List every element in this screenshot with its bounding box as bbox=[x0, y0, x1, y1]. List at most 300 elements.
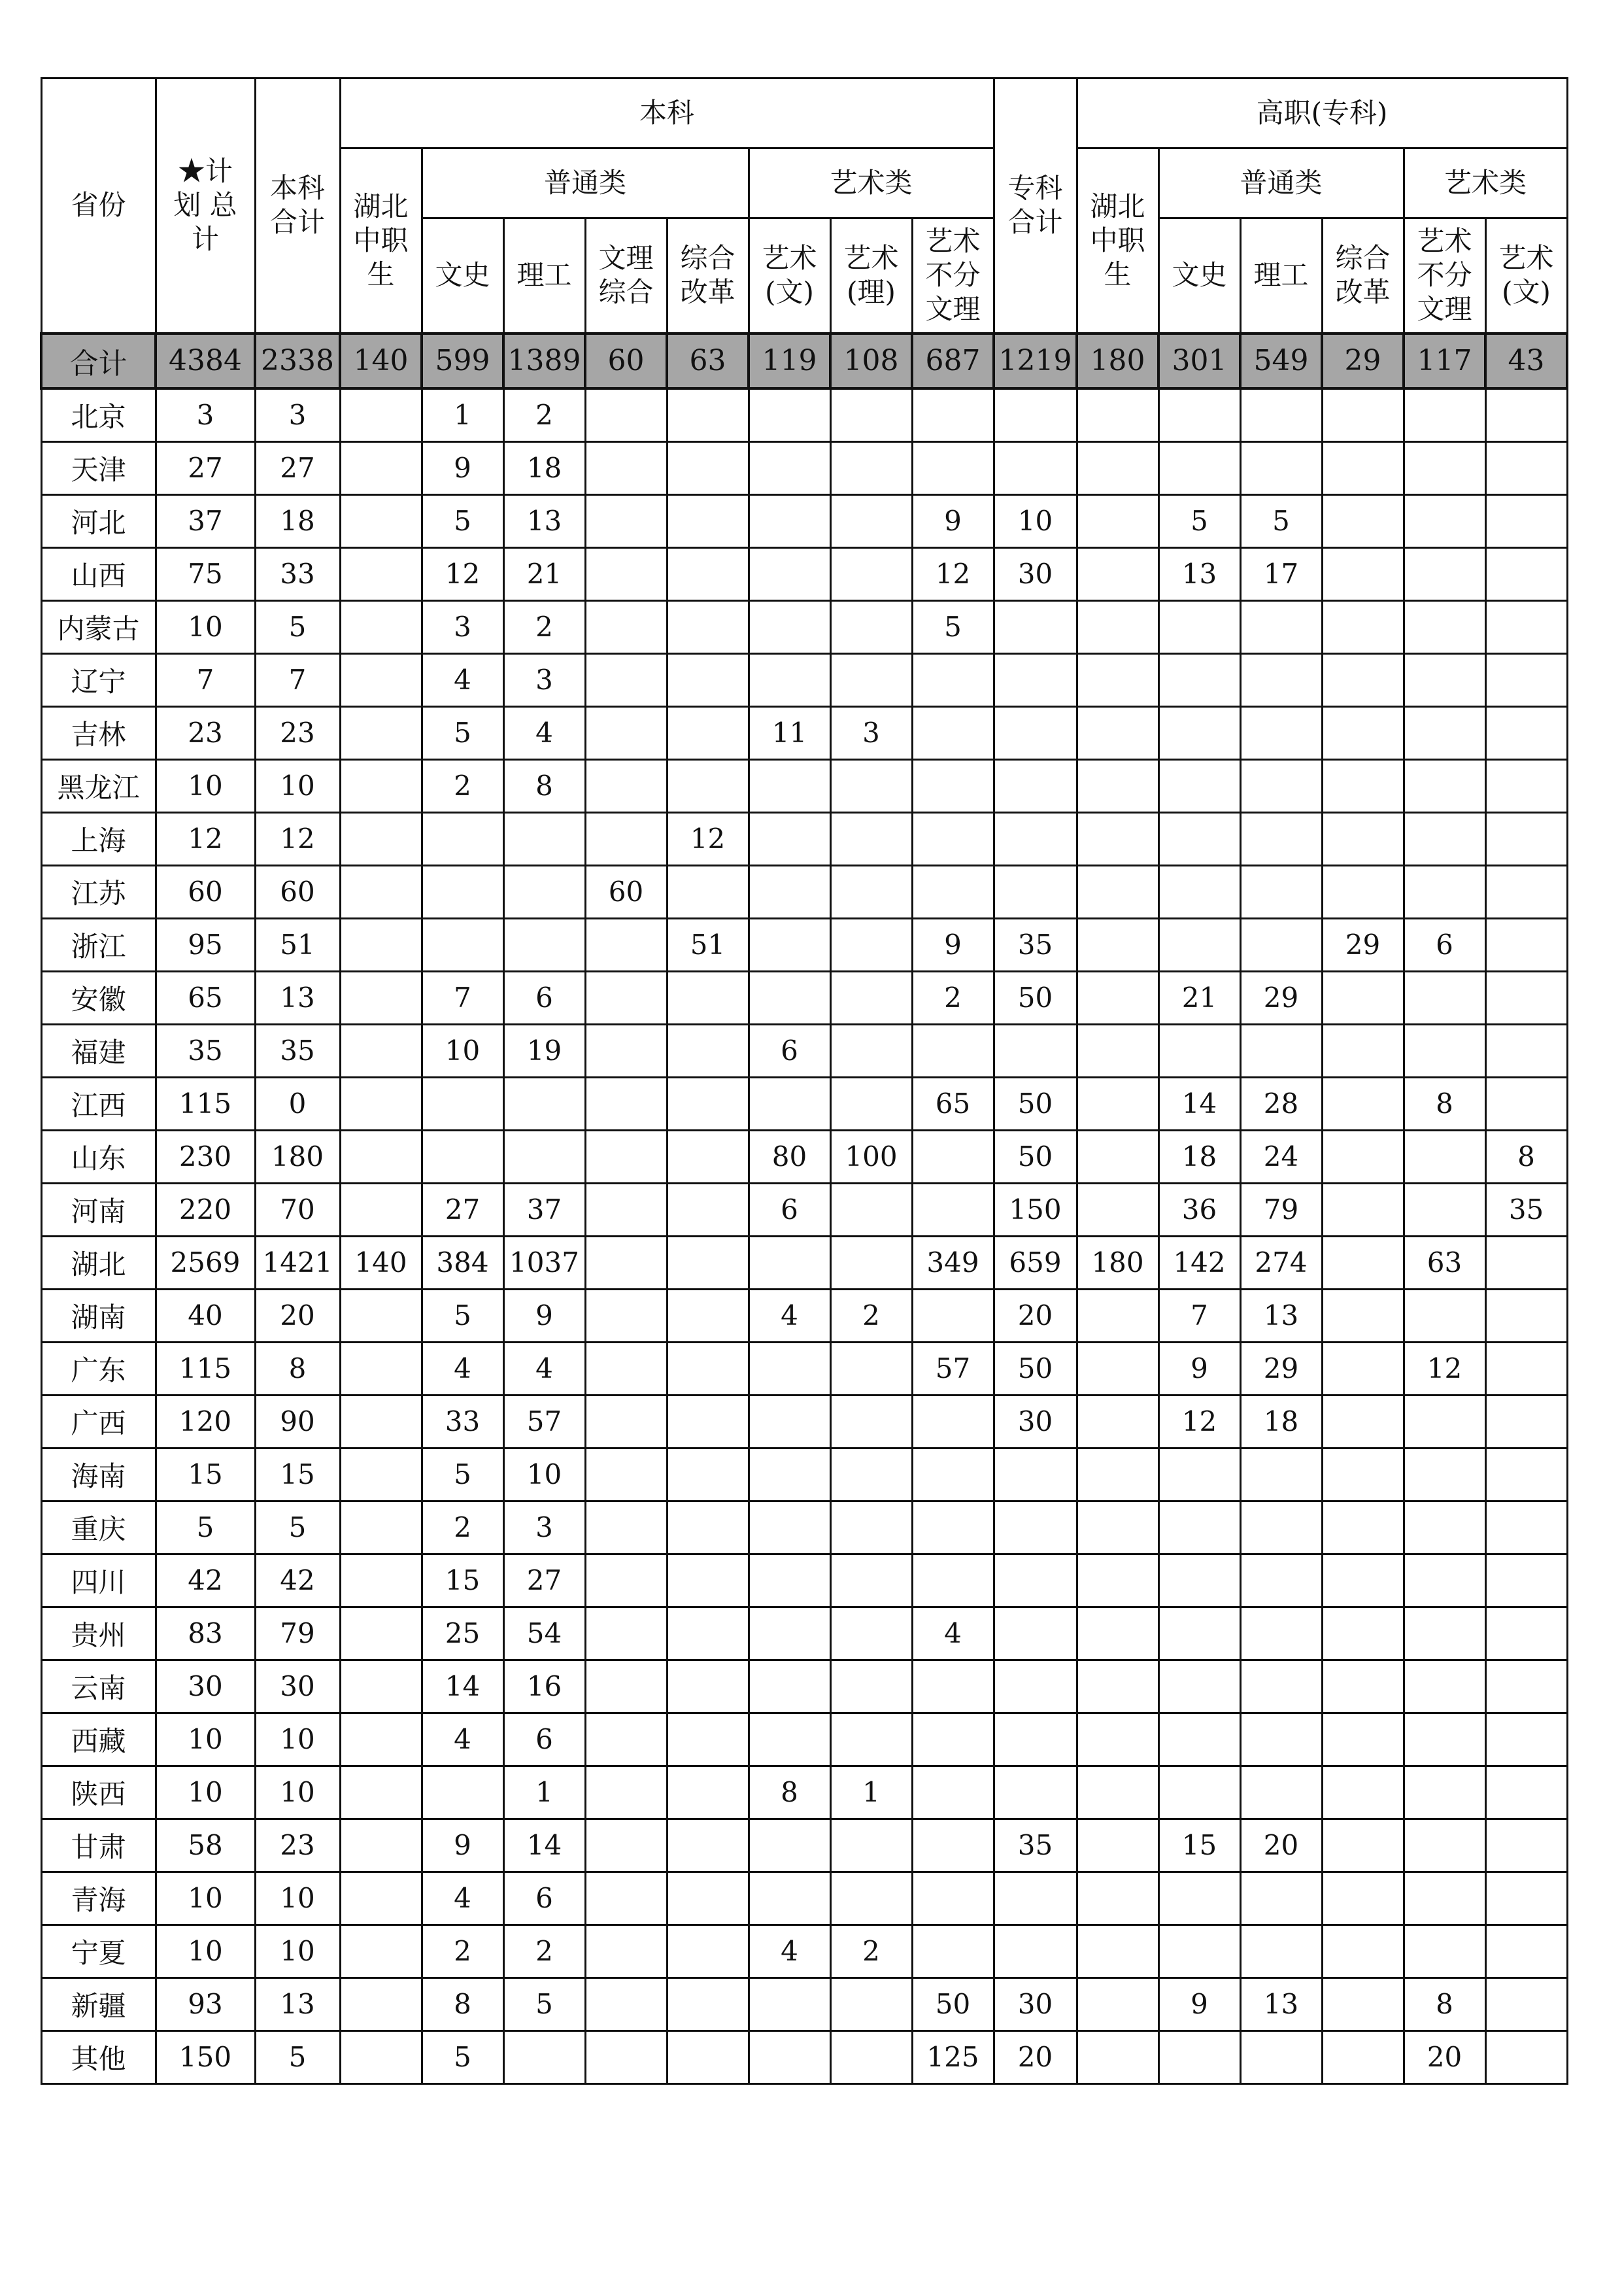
value-cell bbox=[1322, 1289, 1404, 1342]
value-cell bbox=[1404, 1130, 1485, 1183]
value-cell bbox=[1322, 441, 1404, 494]
value-cell bbox=[749, 1713, 830, 1766]
header-ug-art-wen: 艺术 (文) bbox=[749, 218, 830, 334]
value-cell bbox=[749, 918, 830, 971]
value-cell: 10 bbox=[255, 1713, 340, 1766]
value-cell bbox=[340, 1077, 422, 1130]
value-cell bbox=[1158, 388, 1240, 442]
value-cell bbox=[1077, 1289, 1158, 1342]
value-cell bbox=[1077, 1448, 1158, 1501]
value-cell bbox=[1322, 1554, 1404, 1607]
value-cell bbox=[994, 1925, 1077, 1978]
value-cell bbox=[830, 1183, 912, 1236]
value-cell: 2 bbox=[830, 1289, 912, 1342]
value-cell: 13 bbox=[503, 494, 585, 547]
value-cell bbox=[1240, 1448, 1322, 1501]
province-cell: 江苏 bbox=[41, 865, 156, 918]
header-vocational-total: 专科 合计 bbox=[994, 78, 1077, 334]
value-cell: 4 bbox=[503, 1342, 585, 1395]
header-ug-ligong: 理工 bbox=[503, 218, 585, 334]
table-row bbox=[41, 2030, 1567, 2083]
value-cell bbox=[749, 759, 830, 812]
value-cell bbox=[667, 1554, 749, 1607]
value-cell bbox=[994, 1607, 1077, 1660]
value-cell bbox=[1077, 865, 1158, 918]
value-cell: 5 bbox=[422, 1448, 503, 1501]
value-cell bbox=[1404, 1660, 1485, 1713]
value-cell: 9 bbox=[912, 918, 994, 971]
value-cell: 6 bbox=[503, 1872, 585, 1925]
total-cell: 43 bbox=[1485, 334, 1567, 388]
value-cell bbox=[1077, 1978, 1158, 2030]
value-cell bbox=[585, 1024, 667, 1077]
value-cell: 42 bbox=[255, 1554, 340, 1607]
value-cell bbox=[667, 1819, 749, 1872]
value-cell bbox=[1404, 1713, 1485, 1766]
value-cell: 30 bbox=[994, 1395, 1077, 1448]
value-cell bbox=[1077, 441, 1158, 494]
value-cell bbox=[994, 653, 1077, 706]
value-cell bbox=[340, 865, 422, 918]
value-cell bbox=[1485, 1713, 1567, 1766]
total-cell: 1389 bbox=[503, 334, 585, 388]
value-cell: 12 bbox=[1158, 1395, 1240, 1448]
value-cell: 1 bbox=[830, 1766, 912, 1819]
value-cell bbox=[667, 1501, 749, 1554]
value-cell bbox=[422, 865, 503, 918]
value-cell: 80 bbox=[749, 1130, 830, 1183]
value-cell: 8 bbox=[503, 759, 585, 812]
value-cell bbox=[1158, 865, 1240, 918]
value-cell bbox=[340, 1872, 422, 1925]
header-ug-general: 普通类 bbox=[422, 148, 749, 218]
value-cell bbox=[912, 1766, 994, 1819]
value-cell bbox=[1077, 600, 1158, 653]
enrollment-plan-sheet bbox=[40, 77, 1568, 2085]
value-cell: 659 bbox=[994, 1236, 1077, 1289]
value-cell: 37 bbox=[156, 494, 255, 547]
header-voc-hubei: 湖北 中职 生 bbox=[1077, 148, 1158, 334]
table-row bbox=[41, 1236, 1567, 1289]
value-cell: 3 bbox=[503, 1501, 585, 1554]
value-cell: 30 bbox=[255, 1660, 340, 1713]
value-cell bbox=[830, 1819, 912, 1872]
value-cell: 16 bbox=[503, 1660, 585, 1713]
value-cell bbox=[1158, 918, 1240, 971]
value-cell: 220 bbox=[156, 1183, 255, 1236]
value-cell bbox=[585, 1183, 667, 1236]
value-cell bbox=[1485, 1289, 1567, 1342]
value-cell bbox=[585, 441, 667, 494]
header-ug-art-all: 艺术 不分 文理 bbox=[912, 218, 994, 334]
value-cell: 10 bbox=[255, 1925, 340, 1978]
value-cell: 120 bbox=[156, 1395, 255, 1448]
value-cell bbox=[585, 706, 667, 759]
value-cell bbox=[585, 1130, 667, 1183]
value-cell: 35 bbox=[255, 1024, 340, 1077]
value-cell: 3 bbox=[422, 600, 503, 653]
value-cell bbox=[749, 547, 830, 600]
value-cell bbox=[1322, 547, 1404, 600]
value-cell bbox=[1158, 1872, 1240, 1925]
value-cell bbox=[585, 1236, 667, 1289]
value-cell: 4 bbox=[422, 1342, 503, 1395]
value-cell bbox=[749, 1448, 830, 1501]
value-cell bbox=[1404, 1395, 1485, 1448]
value-cell bbox=[1404, 1289, 1485, 1342]
value-cell bbox=[1404, 1448, 1485, 1501]
value-cell bbox=[994, 1501, 1077, 1554]
value-cell bbox=[1240, 388, 1322, 442]
table-row bbox=[41, 1554, 1567, 1607]
value-cell bbox=[749, 1554, 830, 1607]
value-cell bbox=[1322, 1925, 1404, 1978]
value-cell bbox=[585, 1289, 667, 1342]
value-cell bbox=[1485, 2030, 1567, 2083]
value-cell bbox=[1322, 1713, 1404, 1766]
header-vocational: 高职(专科) bbox=[1077, 78, 1567, 148]
value-cell: 10 bbox=[255, 1872, 340, 1925]
value-cell bbox=[585, 1342, 667, 1395]
value-cell bbox=[1077, 1872, 1158, 1925]
value-cell bbox=[1485, 865, 1567, 918]
value-cell bbox=[830, 812, 912, 865]
header-voc-art-all: 艺术 不分 文理 bbox=[1404, 218, 1485, 334]
value-cell bbox=[830, 1024, 912, 1077]
value-cell: 83 bbox=[156, 1607, 255, 1660]
value-cell bbox=[1404, 653, 1485, 706]
value-cell bbox=[1240, 812, 1322, 865]
table-row bbox=[41, 1819, 1567, 1872]
value-cell bbox=[340, 971, 422, 1024]
total-cell: 549 bbox=[1240, 334, 1322, 388]
value-cell bbox=[749, 1342, 830, 1395]
value-cell bbox=[1240, 706, 1322, 759]
value-cell bbox=[585, 600, 667, 653]
value-cell bbox=[1404, 494, 1485, 547]
value-cell bbox=[1240, 1660, 1322, 1713]
value-cell bbox=[340, 1660, 422, 1713]
value-cell bbox=[1322, 1183, 1404, 1236]
province-cell: 广东 bbox=[41, 1342, 156, 1395]
value-cell bbox=[667, 441, 749, 494]
value-cell bbox=[830, 1978, 912, 2030]
value-cell: 2 bbox=[503, 1925, 585, 1978]
total-cell: 119 bbox=[749, 334, 830, 388]
value-cell: 30 bbox=[994, 547, 1077, 600]
value-cell bbox=[1322, 388, 1404, 442]
value-cell bbox=[830, 1395, 912, 1448]
value-cell bbox=[830, 1236, 912, 1289]
value-cell: 2 bbox=[422, 1925, 503, 1978]
value-cell bbox=[994, 1766, 1077, 1819]
value-cell: 230 bbox=[156, 1130, 255, 1183]
header-voc-art-wen: 艺术 (文) bbox=[1485, 218, 1567, 334]
value-cell bbox=[667, 1077, 749, 1130]
province-cell: 广西 bbox=[41, 1395, 156, 1448]
value-cell bbox=[1158, 1713, 1240, 1766]
value-cell: 58 bbox=[156, 1819, 255, 1872]
province-cell: 黑龙江 bbox=[41, 759, 156, 812]
value-cell bbox=[1077, 388, 1158, 442]
header-ug-hubei: 湖北 中职 生 bbox=[340, 148, 422, 334]
value-cell bbox=[422, 918, 503, 971]
province-cell: 安徽 bbox=[41, 971, 156, 1024]
value-cell: 35 bbox=[1485, 1183, 1567, 1236]
value-cell: 4 bbox=[749, 1925, 830, 1978]
value-cell bbox=[1158, 441, 1240, 494]
value-cell bbox=[667, 1713, 749, 1766]
value-cell: 12 bbox=[912, 547, 994, 600]
value-cell bbox=[340, 1289, 422, 1342]
value-cell: 65 bbox=[156, 971, 255, 1024]
value-cell bbox=[1077, 1077, 1158, 1130]
value-cell bbox=[1485, 1766, 1567, 1819]
total-cell: 4384 bbox=[156, 334, 255, 388]
value-cell: 8 bbox=[255, 1342, 340, 1395]
value-cell bbox=[749, 1872, 830, 1925]
value-cell bbox=[1240, 759, 1322, 812]
value-cell: 2569 bbox=[156, 1236, 255, 1289]
value-cell bbox=[1077, 1660, 1158, 1713]
value-cell bbox=[585, 1077, 667, 1130]
value-cell bbox=[340, 441, 422, 494]
value-cell bbox=[1485, 1607, 1567, 1660]
value-cell bbox=[340, 1925, 422, 1978]
value-cell: 5 bbox=[255, 600, 340, 653]
value-cell bbox=[1485, 759, 1567, 812]
value-cell bbox=[1240, 1713, 1322, 1766]
value-cell: 50 bbox=[994, 1342, 1077, 1395]
value-cell bbox=[1404, 706, 1485, 759]
value-cell: 21 bbox=[503, 547, 585, 600]
value-cell bbox=[1485, 971, 1567, 1024]
value-cell bbox=[1240, 1766, 1322, 1819]
value-cell: 2 bbox=[422, 759, 503, 812]
value-cell: 23 bbox=[156, 706, 255, 759]
value-cell bbox=[667, 1872, 749, 1925]
value-cell: 50 bbox=[994, 1130, 1077, 1183]
value-cell: 5 bbox=[503, 1978, 585, 2030]
value-cell bbox=[1322, 1872, 1404, 1925]
value-cell bbox=[340, 759, 422, 812]
value-cell: 23 bbox=[255, 706, 340, 759]
value-cell bbox=[912, 441, 994, 494]
value-cell bbox=[503, 1130, 585, 1183]
value-cell bbox=[912, 1872, 994, 1925]
value-cell bbox=[749, 2030, 830, 2083]
value-cell: 150 bbox=[994, 1183, 1077, 1236]
value-cell bbox=[1158, 706, 1240, 759]
value-cell bbox=[1077, 1819, 1158, 1872]
table-row bbox=[41, 1289, 1567, 1342]
total-cell: 108 bbox=[830, 334, 912, 388]
value-cell: 6 bbox=[1404, 918, 1485, 971]
value-cell bbox=[1240, 600, 1322, 653]
value-cell: 12 bbox=[1404, 1342, 1485, 1395]
value-cell bbox=[1322, 2030, 1404, 2083]
value-cell bbox=[830, 2030, 912, 2083]
value-cell bbox=[340, 1501, 422, 1554]
value-cell bbox=[1322, 494, 1404, 547]
value-cell: 10 bbox=[156, 600, 255, 653]
value-cell bbox=[1322, 865, 1404, 918]
value-cell bbox=[1404, 1925, 1485, 1978]
value-cell bbox=[1404, 1819, 1485, 1872]
value-cell bbox=[1485, 1819, 1567, 1872]
value-cell: 20 bbox=[994, 1289, 1077, 1342]
value-cell: 14 bbox=[1158, 1077, 1240, 1130]
value-cell: 27 bbox=[255, 441, 340, 494]
province-cell: 甘肃 bbox=[41, 1819, 156, 1872]
province-cell: 北京 bbox=[41, 388, 156, 442]
province-cell: 西藏 bbox=[41, 1713, 156, 1766]
value-cell: 13 bbox=[1158, 547, 1240, 600]
value-cell bbox=[912, 1501, 994, 1554]
value-cell: 9 bbox=[422, 441, 503, 494]
value-cell bbox=[667, 547, 749, 600]
value-cell: 28 bbox=[1240, 1077, 1322, 1130]
value-cell: 30 bbox=[156, 1660, 255, 1713]
value-cell: 27 bbox=[503, 1554, 585, 1607]
value-cell bbox=[1404, 1872, 1485, 1925]
value-cell: 5 bbox=[422, 2030, 503, 2083]
value-cell: 75 bbox=[156, 547, 255, 600]
value-cell: 23 bbox=[255, 1819, 340, 1872]
value-cell bbox=[830, 1713, 912, 1766]
value-cell bbox=[585, 1395, 667, 1448]
value-cell: 37 bbox=[503, 1183, 585, 1236]
value-cell bbox=[1485, 918, 1567, 971]
table-row bbox=[41, 1660, 1567, 1713]
value-cell bbox=[749, 1236, 830, 1289]
value-cell bbox=[585, 1554, 667, 1607]
header-voc-reform: 综合 改革 bbox=[1322, 218, 1404, 334]
value-cell bbox=[1485, 1395, 1567, 1448]
table-row bbox=[41, 1978, 1567, 2030]
value-cell bbox=[749, 1978, 830, 2030]
value-cell bbox=[749, 600, 830, 653]
value-cell bbox=[340, 1130, 422, 1183]
value-cell bbox=[1158, 812, 1240, 865]
value-cell bbox=[1485, 1448, 1567, 1501]
value-cell bbox=[830, 653, 912, 706]
province-cell: 山东 bbox=[41, 1130, 156, 1183]
value-cell bbox=[749, 1395, 830, 1448]
value-cell bbox=[749, 388, 830, 442]
value-cell bbox=[1485, 388, 1567, 442]
value-cell bbox=[503, 1077, 585, 1130]
value-cell bbox=[912, 1024, 994, 1077]
value-cell: 10 bbox=[156, 1872, 255, 1925]
value-cell bbox=[994, 865, 1077, 918]
value-cell bbox=[1322, 1448, 1404, 1501]
value-cell bbox=[1485, 1501, 1567, 1554]
total-cell: 301 bbox=[1158, 334, 1240, 388]
table-row bbox=[41, 865, 1567, 918]
value-cell bbox=[667, 600, 749, 653]
value-cell bbox=[503, 812, 585, 865]
value-cell: 51 bbox=[667, 918, 749, 971]
province-cell: 浙江 bbox=[41, 918, 156, 971]
value-cell: 10 bbox=[503, 1448, 585, 1501]
value-cell: 7 bbox=[156, 653, 255, 706]
value-cell bbox=[667, 1183, 749, 1236]
value-cell: 5 bbox=[422, 494, 503, 547]
value-cell bbox=[1158, 1766, 1240, 1819]
value-cell bbox=[1240, 918, 1322, 971]
value-cell bbox=[1404, 1607, 1485, 1660]
value-cell: 180 bbox=[255, 1130, 340, 1183]
value-cell: 36 bbox=[1158, 1183, 1240, 1236]
value-cell bbox=[994, 441, 1077, 494]
value-cell bbox=[1240, 865, 1322, 918]
value-cell bbox=[1240, 2030, 1322, 2083]
value-cell bbox=[994, 1024, 1077, 1077]
value-cell: 57 bbox=[503, 1395, 585, 1448]
value-cell bbox=[1485, 441, 1567, 494]
value-cell: 115 bbox=[156, 1342, 255, 1395]
value-cell: 27 bbox=[156, 441, 255, 494]
value-cell bbox=[1077, 1713, 1158, 1766]
value-cell bbox=[585, 1713, 667, 1766]
value-cell: 20 bbox=[994, 2030, 1077, 2083]
value-cell bbox=[830, 1660, 912, 1713]
value-cell: 3 bbox=[255, 388, 340, 442]
value-cell bbox=[585, 759, 667, 812]
value-cell: 63 bbox=[1404, 1236, 1485, 1289]
header-undergrad-total: 本科 合计 bbox=[255, 78, 340, 334]
value-cell bbox=[1077, 918, 1158, 971]
value-cell: 54 bbox=[503, 1607, 585, 1660]
value-cell bbox=[912, 1554, 994, 1607]
value-cell: 8 bbox=[1404, 1077, 1485, 1130]
value-cell bbox=[1158, 2030, 1240, 2083]
value-cell: 5 bbox=[912, 600, 994, 653]
value-cell: 60 bbox=[585, 865, 667, 918]
value-cell bbox=[912, 1448, 994, 1501]
table-row bbox=[41, 1607, 1567, 1660]
province-cell: 湖北 bbox=[41, 1236, 156, 1289]
total-cell: 599 bbox=[422, 334, 503, 388]
table-row bbox=[41, 1501, 1567, 1554]
value-cell: 14 bbox=[422, 1660, 503, 1713]
value-cell bbox=[667, 1024, 749, 1077]
value-cell bbox=[1322, 971, 1404, 1024]
value-cell bbox=[1322, 1342, 1404, 1395]
value-cell bbox=[830, 1554, 912, 1607]
province-cell: 宁夏 bbox=[41, 1925, 156, 1978]
value-cell: 25 bbox=[422, 1607, 503, 1660]
value-cell: 5 bbox=[422, 706, 503, 759]
value-cell: 15 bbox=[255, 1448, 340, 1501]
value-cell bbox=[422, 812, 503, 865]
value-cell: 29 bbox=[1240, 971, 1322, 1024]
value-cell bbox=[1077, 653, 1158, 706]
header-voc-art: 艺术类 bbox=[1404, 148, 1567, 218]
value-cell: 9 bbox=[422, 1819, 503, 1872]
value-cell: 29 bbox=[1240, 1342, 1322, 1395]
value-cell bbox=[994, 388, 1077, 442]
value-cell bbox=[1077, 1925, 1158, 1978]
table-row bbox=[41, 653, 1567, 706]
value-cell bbox=[667, 1289, 749, 1342]
value-cell bbox=[340, 653, 422, 706]
value-cell: 6 bbox=[503, 971, 585, 1024]
value-cell bbox=[1077, 1766, 1158, 1819]
header-ug-reform: 综合 改革 bbox=[667, 218, 749, 334]
value-cell bbox=[1404, 759, 1485, 812]
